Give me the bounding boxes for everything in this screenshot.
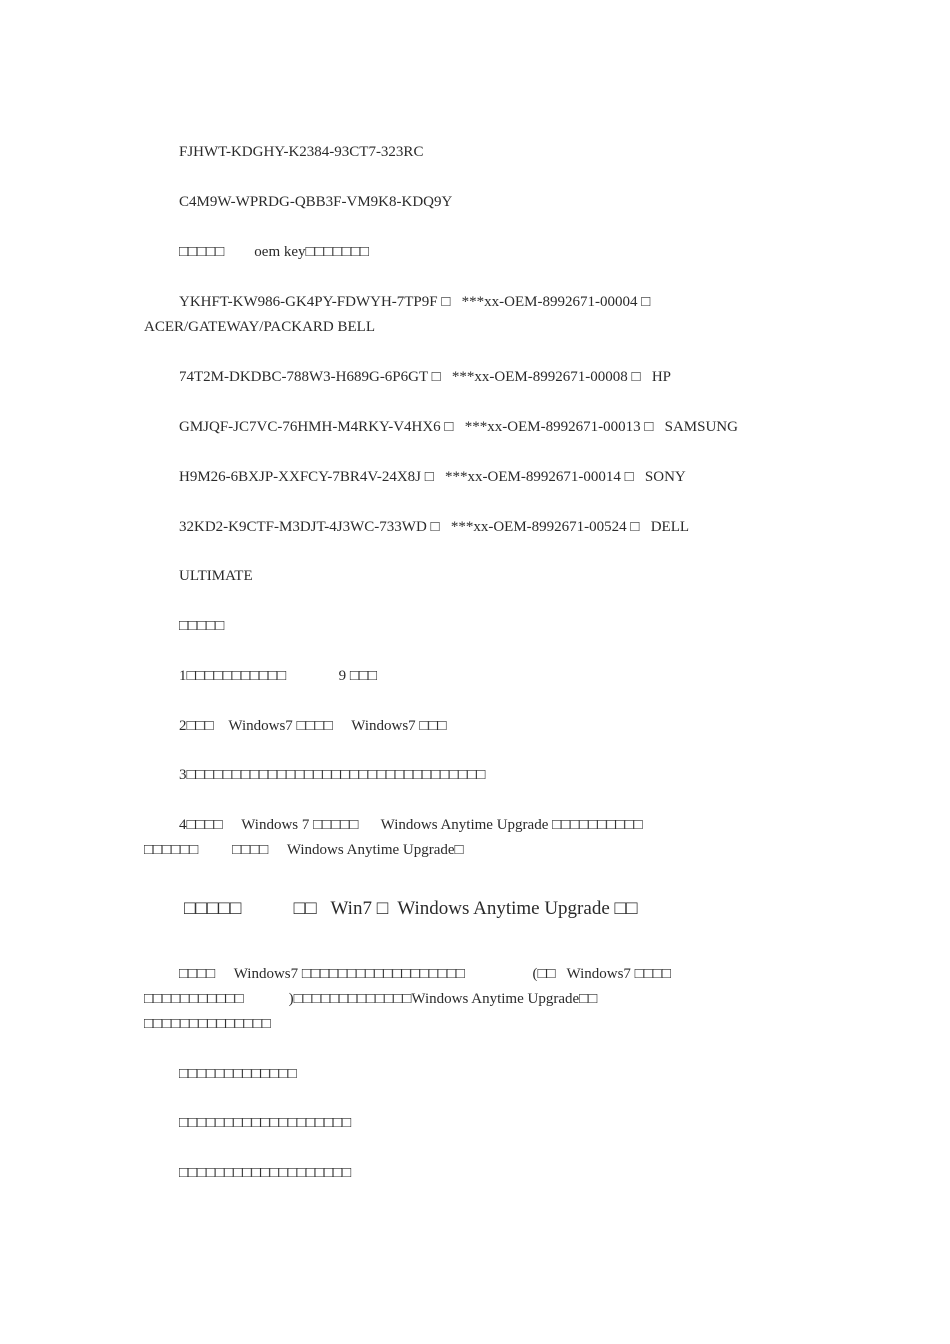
product-key-line-1: FJHWT-KDGHY-K2384-93CT7-323RC [179,144,424,160]
step-3: 3□□□□□□□□□□□□□□□□□□□□□□□□□□□□□□□□□ [179,767,486,783]
oem-key-row-hp: 74T2M-DKDBC-788W3-H689G-6P6GT □ ***xx-OEM-8992671-00008 □ HP [179,369,671,385]
oem-key-row-acer: YKHFT-KW986-GK4PY-FDWYH-7TP9F □ ***xx-OEM-8992671-00004 □ [179,294,651,310]
paragraph-line-1: □□□□ Windows7 □□□□□□□□□□□□□□□□□□ (□□ Windows7 □□□□ [179,966,671,982]
oem-key-row-sony: H9M26-6BXJP-XXFCY-7BR4V-24X8J □ ***xx-OEM-8992671-00014 □ SONY [179,469,686,485]
step-4: 4□□□□ Windows 7 □□□□□ Windows Anytime Upgrade □□□□□□□□□□ [179,817,643,833]
paragraph-line-3: □□□□□□□□□□□□□□ [144,1016,271,1032]
product-key-line-2: C4M9W-WPRDG-QBB3F-VM9K8-KDQ9Y [179,194,453,210]
ultimate-label: ULTIMATE [179,568,253,584]
step-4-continuation: □□□□□□ □□□□ Windows Anytime Upgrade□ [144,842,464,858]
step-1: 1□□□□□□□□□□□ 9 □□□ [179,668,378,684]
steps-heading: □□□□□ [179,618,225,634]
oem-key-row-samsung: GMJQF-JC7VC-76HMH-M4RKY-V4HX6 □ ***xx-OEM-8992671-00013 □ SAMSUNG [179,419,738,435]
step-2: 2□□□ Windows7 □□□□ Windows7 □□□ [179,718,447,734]
trailing-line-2: □□□□□□□□□□□□□□□□□□□ [179,1115,352,1131]
trailing-line-1: □□□□□□□□□□□□□ [179,1066,297,1082]
oem-key-row-acer-continuation: ACER/GATEWAY/PACKARD BELL [144,319,375,335]
trailing-line-3: □□□□□□□□□□□□□□□□□□□ [179,1165,352,1181]
paragraph-line-2: □□□□□□□□□□□ )□□□□□□□□□□□□□Windows Anytime Upgrade□□ [144,991,598,1007]
oem-key-row-dell: 32KD2-K9CTF-M3DJT-4J3WC-733WD □ ***xx-OEM-8992671-00524 □ DELL [179,519,690,535]
section-heading: □□□□□ □□ Win7 □ Windows Anytime Upgrade □□ [184,898,638,919]
oem-key-heading: □□□□□ oem key□□□□□□□ [179,244,369,260]
